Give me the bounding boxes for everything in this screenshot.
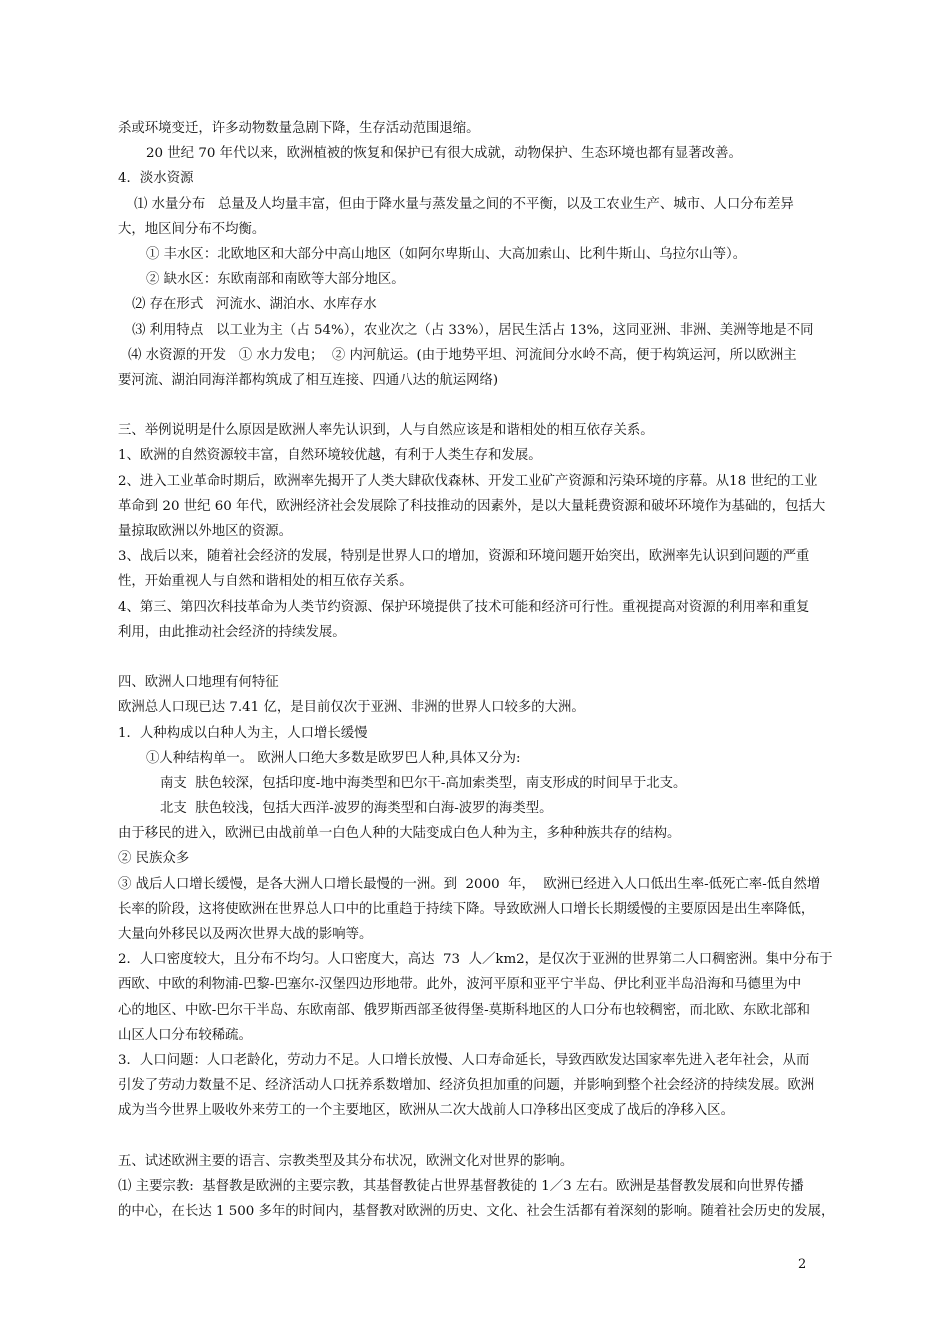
text-line: 引发了劳动力数量不足、经济活动人口抚养系数增加、经济负担加重的问题，并影响到整个社会经济的持续发展。欧洲 [118,1078,815,1094]
text-line: 4、第三、第四次科技革命为人类节约资源、保护环境提供了技术可能和经济可行性。重视提高对资源的利用率和重复 [118,599,810,615]
text-line: ⑵ 存在形式 河流水、湖泊水、水库存水 [132,297,377,313]
text-line: 的中心，在长达 1 500 多年的时间内，基督教对欧洲的历史、文化、社会生活都有着深刻的影响。随着社会历史的发展， [118,1204,835,1220]
text-line: 量掠取欧洲以外地区的资源。 [118,524,293,539]
text-line: ①人种结构单一。 欧洲人口绝大多数是欧罗巴人种,具体又分为: [146,750,521,766]
text-line: 南支 肤色较深，包括印度-地中海类型和巴尔干-高加索类型，南支形成的时间早于北支。 [160,775,687,791]
text-line: ⑴ 主要宗教: 基督教是欧洲的主要宗教，其基督教徒占世界基督教徒的 1／3 左右。欧洲是基督教发展和向世界传播 [118,1178,804,1194]
text-line: ⑶ 利用特点 以工业为主（占 54%），农业次之（占 33%），居民生活占 13%，这同亚洲、非洲、美洲等地是不同 [132,322,814,338]
text-line: 由于移民的进入，欧洲已由战前单一白色人种的大陆变成白色人种为主，多种种族共存的结构。 [118,826,681,842]
text-line: 四、欧洲人口地理有何特征 [118,675,279,691]
text-line: 革命到 20 世纪 60 年代，欧洲经济社会发展除了科技推动的因素外，是以大量耗费资源和破坏环境作为基础的，包括大 [118,498,826,514]
blank-line [118,645,864,670]
blank-line [118,393,864,418]
text-line: ⑴ 水量分布 总量及人均量丰富，但由于降水量与蒸发量之间的不平衡，以及工农业生产、城市、人口分布差异 [134,196,794,212]
text-line: ⑷ 水资源的开发 ① 水力发电； ② 内河航运。(由于地势平坦、河流间分水岭不高，便于构筑运河，所以欧洲主 [128,347,797,363]
text-line: 大，地区间分布不均衡。 [118,221,266,237]
text-line: 20 世纪 70 年代以来，欧洲植被的恢复和保护已有很大成就，动物保护、生态环境也都有显著改善。 [146,146,742,162]
text-line: ① 丰水区：北欧地区和大部分中高山地区（如阿尔卑斯山、大高加索山、比利牛斯山、乌拉尔山等）。 [146,246,747,262]
document-body [118,116,864,1224]
text-line: 三、举例说明是什么原因是欧洲人率先认识到，人与自然应该是和谐相处的相互依存关系。 [118,423,654,439]
text-line: ③ 战后人口增长缓慢，是各大洲人口增长最慢的一洲。到 2000 年， 欧洲已经进入人口低出生率-低死亡率-低自然增 [118,876,821,892]
text-line: 心的地区、中欧-巴尔干半岛、东欧南部、俄罗斯西部圣彼得堡-莫斯科地区的人口分布也较稠密，而北欧、东欧北部和 [118,1002,810,1018]
text-line: 成为当今世界上吸收外来劳工的一个主要地区，欧洲从二次大战前人口净移出区变成了战后的净移入区。 [118,1103,734,1119]
text-line: 性，开始重视人与自然和谐相处的相互依存关系。 [118,574,413,590]
text-line: 北支 肤色较浅，包括大西洋-波罗的海类型和白海-波罗的海类型。 [160,801,553,817]
text-line: 欧洲总人口现已达 7.41 亿，是目前仅次于亚洲、非洲的世界人口较多的大洲。 [118,700,585,716]
blank-line [118,1124,864,1149]
text-line: 山区人口分布较稀疏。 [118,1027,252,1043]
text-line: 长率的阶段，这将使欧洲在世界总人口中的比重趋于持续下降。导致欧洲人口增长长期缓慢的主要原因是出生率降低， [118,901,815,917]
text-line: 2、进入工业革命时期后，欧洲率先揭开了人类大肆砍伐森林、开发工业矿产资源和污染环境的序幕。从18 世纪的工业 [118,473,818,489]
text-line: 要河流、湖泊同海洋都构筑成了相互连接、四通八达的航运网络) [118,372,499,388]
text-line: 西欧、中欧的利物浦-巴黎-巴塞尔-汉堡四边形地带。此外，波河平原和亚平宁半岛、伊比利亚半岛沿海和马德里为中 [118,977,802,993]
text-line: 3、战后以来，随着社会经济的发展，特别是世界人口的增加，资源和环境问题开始突出，欧洲率先认识到问题的严重 [118,549,810,565]
text-line: 利用，由此推动社会经济的持续发展。 [118,624,346,640]
text-line: 1．人种构成以白种人为主，人口增长缓慢 [118,725,368,741]
text-line: 3．人口问题：人口老龄化，劳动力不足。人口增长放慢、人口寿命延长，导致西欧发达国家率先进入老年社会，从而 [118,1052,810,1068]
text-line: 4．淡水资源 [118,171,194,187]
text-line: 五、试述欧洲主要的语言、宗教类型及其分布状况，欧洲文化对世界的影响。 [118,1153,574,1169]
text-line: ② 民族众多 [118,851,190,867]
text-line: ② 缺水区：东欧南部和南欧等大部分地区。 [146,272,405,288]
text-line: 大量向外移民以及两次世界大战的影响等。 [118,927,373,942]
page-number: 2 [798,1257,807,1272]
text-line: 2．人口密度较大，且分布不均匀。人口密度大，高达 73 人／km2，是仅次于亚洲的世界第二人口稠密洲。集中分布于 [118,952,833,968]
text-line: 杀或环境变迁，许多动物数量急剧下降，生存活动范围退缩。 [118,121,480,136]
text-line: 1、欧洲的自然资源较丰富，自然环境较优越，有利于人类生存和发展。 [118,448,542,464]
